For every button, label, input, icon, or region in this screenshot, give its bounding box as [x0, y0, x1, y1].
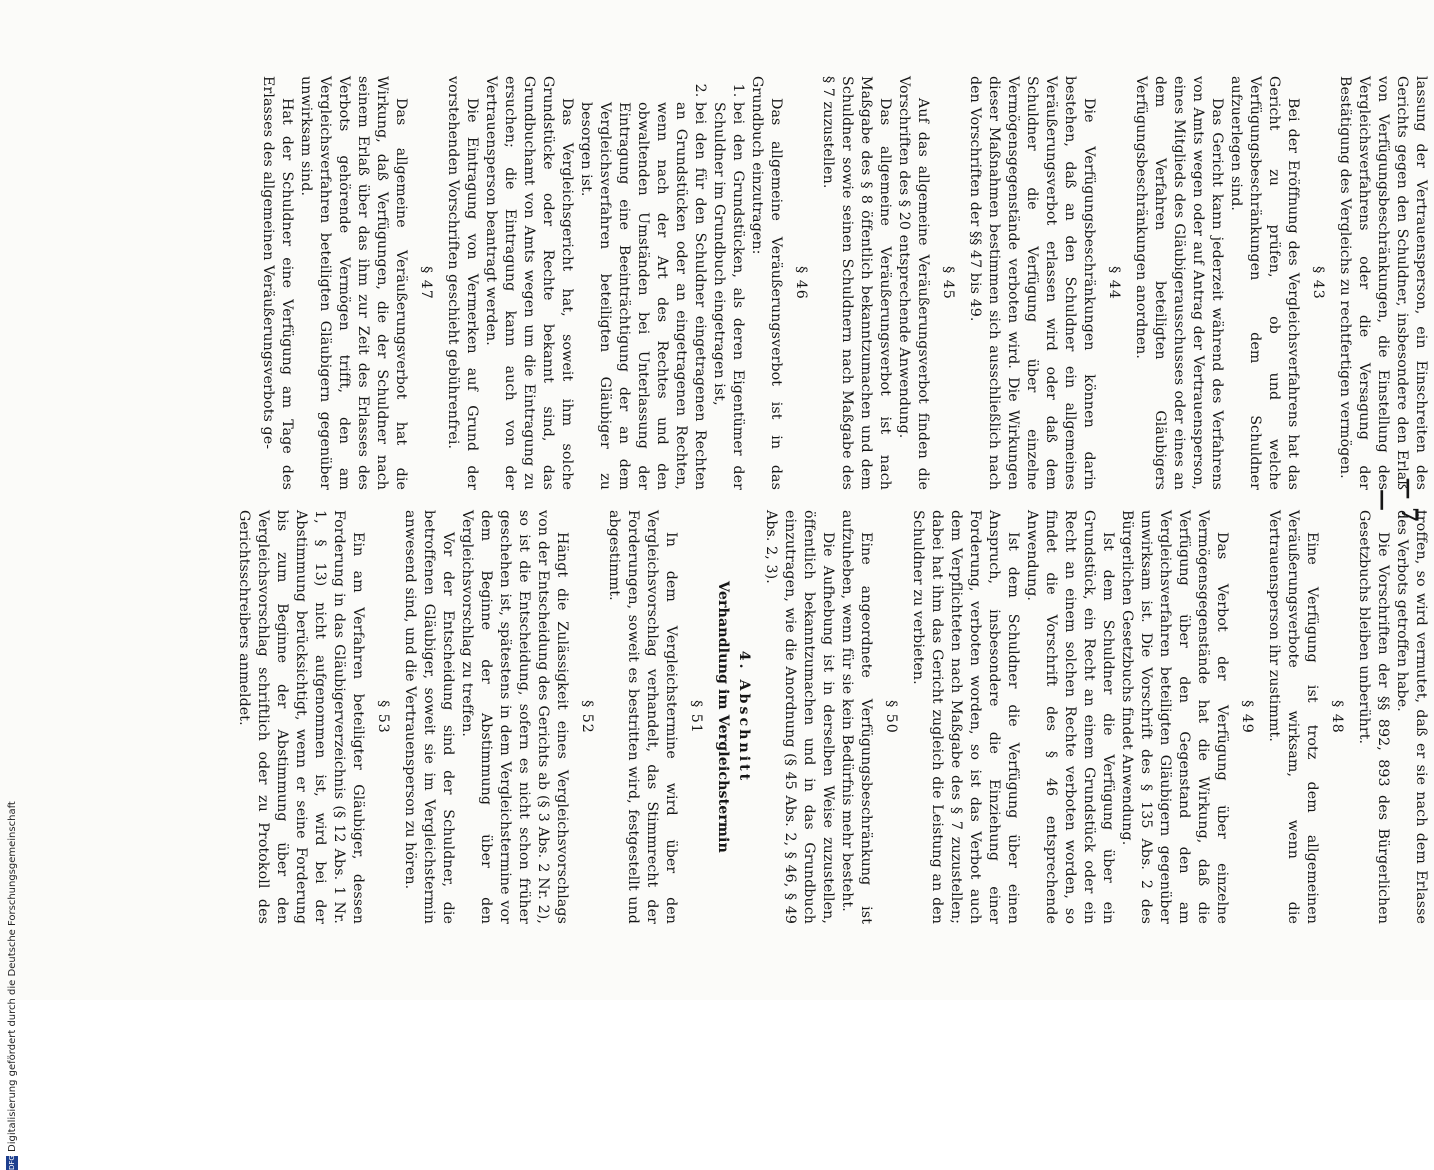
section-title: § 50	[883, 700, 899, 734]
paragraph: Vor der Entscheidung sind der Schuldner, die betroffenen Gläubiger, soweit sie im Vergleichstermin anwesend sind, und die Vertrauensperson zu hören.	[402, 510, 456, 924]
paragraph: Auf das allgemeine Veräußerungsverbot finden die Vorschriften des § 20 entsprechende Anwendung.	[896, 76, 931, 490]
list-item: 2. bei den für den Schuldner eingetragenen Rechten an Grundstücken oder an eingetragenen Rechten, wenn nach der Art des Rechtes und den obwaltenden Umständen bei Unterlassung der Eintragung eine Beeinträchtigung der an dem Vergleichsverfahren beteiligten Gläubiger zu besorgen ist.	[576, 102, 709, 490]
section-title: § 49	[1239, 700, 1255, 734]
section-title: § 45	[940, 266, 956, 300]
paragraph: Das Gericht kann jederzeit während des Verfahrens von Amts wegen oder auf Antrag der Vertrauensperson, eines Mitglieds des Gläubigerausschusses oder eines an dem Verfahren beteiligten Gläubigers Verfügungsbeschränkungen anordnen.	[1133, 76, 1225, 490]
paragraph: lassung der Vertrauensperson, ein Einschreiten des Gerichts gegen den Schuldner, insbesondere den Erlaß von Verfügungsbeschränkungen, die Einstellung des Vergleichsverfahrens oder die Versagung der Bestätigung des Vergleichs zu rechtfertigen vermögen.	[1337, 76, 1429, 490]
footer-text: Digitalisierung gefördert durch die Deutsche Forschungsgemeinschaft	[7, 801, 18, 1152]
paragraph: Das Verbot der Verfügung über einzelne Vermögensgegenstände hat die Wirkung, daß die Verfügung über den Gegenstand den am Vergleichsverfahren beteiligten Gläubigern gegenüber unwirksam ist. Die Vorschrift des § 135 Abs. 2 des Bürgerlichen Gesetzbuchs findet Anwendung.	[1119, 510, 1230, 924]
paragraph: Hat der Schuldner eine Verfügung am Tage des Erlasses des allgemeinen Veräußerungsverbots ge-	[260, 76, 295, 490]
paragraph: Bei der Eröffnung des Vergleichsverfahrens hat das Gericht zu prüfen, ob und welche Verfügungsbeschränkungen dem Schuldner aufzuerlegen sind.	[1228, 76, 1301, 490]
chapter-subheading: Verhandlung im Vergleichstermin	[715, 581, 731, 853]
left-column	[258, 76, 1430, 490]
dfg-logo-icon: DFG	[8, 1155, 16, 1170]
section-title: § 53	[375, 700, 391, 734]
paragraph: Ist dem Schuldner die Verfügung über einen Anspruch, insbesondere die Einziehung einer Forderung, verboten worden, so ist das Verbot auch dem Verpflichteten nach Maßgabe des § 7 zuzustellen; dabei hat ihm das Gericht zugleich die Leistung an den Schuldner zu verbieten.	[910, 510, 1021, 924]
section-title: § 47	[418, 266, 434, 300]
list-item: 1. bei den Grundstücken, als deren Eigentümer der Schuldner im Grundbuch eingetragen ist,	[709, 102, 747, 490]
page-number: — 7 —	[1370, 477, 1422, 523]
paragraph: Das Vergleichsgericht hat, soweit ihm solche Grundstücke oder Rechte bekannt sind, das Grundbuchamt von Amts wegen um die Eintragung zu ersuchen; die Eintragung kann auch von der Vertrauensperson beantragt werden.	[483, 76, 575, 490]
paragraph: Die Aufhebung ist in derselben Weise zuzustellen, öffentlich bekanntzumachen und in das Grundbuch einzutragen, wie die Anordnung (§ 45 Abs. 2, § 46, § 49 Abs. 2, 3).	[763, 510, 836, 924]
section-title: § 52	[579, 700, 595, 734]
paragraph: Die Eintragung von Vermerken auf Grund der vorstehenden Vorschriften geschieht gebührenfrei.	[445, 76, 480, 490]
chapter-heading: 4. Abschnitt	[736, 650, 752, 784]
paragraph: In dem Vergleichstermine wird über den Vergleichsvorschlag verhandelt, das Stimmrecht der Forderungen, soweit es bestritten wird, festgestellt und abgestimmt.	[606, 510, 679, 924]
paragraph: Das allgemeine Veräußerungsverbot hat die Wirkung, daß Verfügungen, die der Schuldner nach seinem Erlaß über das ihm zur Zeit des Erlasses des Verbots gehörende Vermögen trifft, den am Vergleichsverfahren beteiligten Gläubigern gegenüber unwirksam sind.	[298, 76, 409, 490]
paragraph: Eine Verfügung ist trotz dem allgemeinen Veräußerungsverbote wirksam, wenn die Vertrauensperson ihr zustimmt.	[1266, 510, 1320, 924]
paragraph: Das allgemeine Veräußerungsverbot ist in das Grundbuch einzutragen:	[749, 76, 784, 490]
paragraph: Eine angeordnete Verfügungsbeschränkung ist aufzuheben, wenn für sie kein Bedürfnis mehr besteht.	[839, 510, 874, 924]
section-title: § 51	[688, 700, 704, 734]
section-title: § 48	[1329, 700, 1345, 734]
paragraph: Ist dem Schuldner die Verfügung über ein Grundstück, ein Recht an einem Grundstück oder ein Recht an einem solchen Rechte verboten worden, so findet die Vorschrift des § 46 entsprechende Anwendung.	[1024, 510, 1116, 924]
paragraph: Hängt die Zulässigkeit eines Vergleichsvorschlags von der Entscheidung des Gerichts ab (§ 3 Abs. 2 Nr. 2), so ist die Entscheidung, sofern es nicht schon früher geschehen ist, spätestens in dem Vergleichstermine vor dem Beginne der Abstimmung über den Vergleichsvorschlag zu treffen.	[459, 510, 570, 924]
paragraph: Die Vorschriften der §§ 892, 893 des Bürgerlichen Gesetzbuchs bleiben unberührt.	[1356, 510, 1391, 924]
section-title: § 46	[793, 266, 809, 300]
paragraph: Ein am Verfahren beteiligter Gläubiger, dessen Forderung in das Gläubigerverzeichnis (§ 12 Abs. 1 Nr. 1, § 13) nicht aufgenommen ist, wird bei der Abstimmung berücksichtigt, wenn er seine Forderung bis zum Beginne der Abstimmung über den Vergleichsvorschlag schriftlich oder zu Protokoll des Gerichtsschreibers anmeldet.	[236, 510, 366, 924]
section-title: § 43	[1310, 266, 1326, 300]
right-column	[234, 510, 1430, 924]
paragraph: Das allgemeine Veräußerungsverbot ist nach Maßgabe des § 8 öffentlich bekanntzumachen und dem Schuldner sowie seinen Schuldnern nach Maßgabe des § 7 zuzustellen.	[820, 76, 893, 490]
paragraph: troffen, so wird vermutet, daß er sie nach dem Erlasse des Verbots getroffen habe.	[1394, 510, 1429, 924]
digitization-note	[6, 270, 20, 1170]
section-title: § 44	[1106, 266, 1122, 300]
paragraph: Die Verfügungsbeschränkungen können darin bestehen, daß an den Schuldner ein allgemeines Veräußerungsverbot erlassen wird oder daß dem Schuldner die Verfügung über einzelne Vermögensgegenstände verboten wird. Die Wirkungen dieser Maßnahmen bestimmen sich ausschließlich nach den Vorschriften der §§ 47 bis 49.	[967, 76, 1097, 490]
numbered-list	[576, 76, 747, 490]
